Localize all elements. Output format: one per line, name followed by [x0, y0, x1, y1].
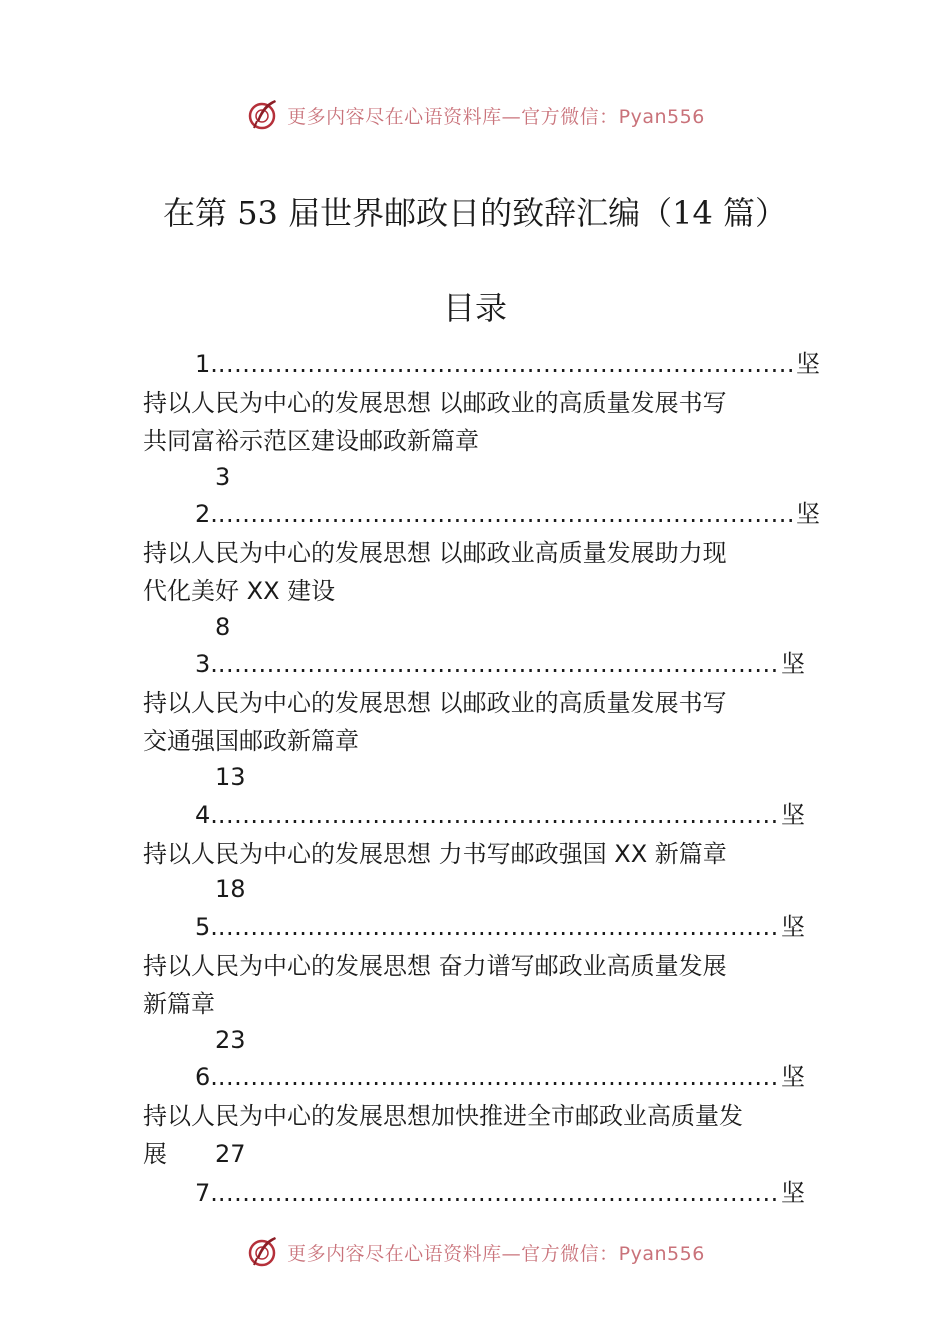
toc-entry-6-page: 27	[215, 1140, 246, 1168]
watermark-header	[0, 95, 950, 135]
toc-entry-3-title-line-2: 交通强国邮政新篇章	[143, 727, 359, 755]
toc-entry-7-leader[interactable]: 7. ..... 坚	[195, 1174, 805, 1212]
toc-entry-4-leader[interactable]: 4. ..... 坚	[195, 796, 805, 834]
toc-entry-4-title-line-1: 持以人民为中心的发展思想 力书写邮政强国 XX 新篇章	[143, 840, 727, 868]
watermark-footer	[0, 1232, 950, 1272]
toc-entry-1-page: 3	[215, 463, 231, 491]
toc-entry-3-page: 13	[215, 763, 246, 791]
toc-entry-5-leader[interactable]: 5. ..... 坚	[195, 908, 805, 946]
toc-entry-6-leader[interactable]: 6. ..... 坚	[195, 1058, 805, 1096]
toc-entry-1-title-line-1: 持以人民为中心的发展思想 以邮政业的高质量发展书写	[143, 389, 727, 417]
toc-entry-2-page: 8	[215, 613, 231, 641]
toc-entry-6-title-line-1: 持以人民为中心的发展思想加快推进全市邮政业高质量发	[143, 1102, 743, 1130]
document-title: 在第 53 届世界邮政日的致辞汇编（14 篇）	[163, 194, 787, 232]
toc-entry-5-title-line-2: 新篇章	[143, 990, 215, 1018]
watermark-text: 更多内容尽在心语资料库—官方微信：Pyan556	[287, 1242, 705, 1265]
toc-entry-3-title-line-1: 持以人民为中心的发展思想 以邮政业的高质量发展书写	[143, 689, 727, 717]
feather-pen-logo-icon	[245, 1234, 281, 1270]
watermark-text: 更多内容尽在心语资料库—官方微信：Pyan556	[287, 105, 705, 128]
toc-entry-2-leader[interactable]: 2. ..... 坚	[195, 495, 820, 533]
toc-heading: 目录	[442, 289, 507, 327]
toc-entry-2-title-line-2: 代化美好 XX 建设	[143, 577, 336, 605]
toc-entry-1-leader[interactable]: 1. ..... 坚	[195, 345, 820, 383]
feather-pen-logo-icon	[245, 97, 281, 133]
toc-entry-4-page: 18	[215, 875, 246, 903]
toc-entry-5-title-line-1: 持以人民为中心的发展思想 奋力谱写邮政业高质量发展	[143, 952, 727, 980]
toc-entry-1-title-line-2: 共同富裕示范区建设邮政新篇章	[143, 427, 479, 455]
toc-entry-2-title-line-1: 持以人民为中心的发展思想 以邮政业高质量发展助力现	[143, 539, 727, 567]
toc-entry-6-title-line-2: 展	[143, 1140, 167, 1168]
toc-entry-3-leader[interactable]: 3. ..... 坚	[195, 645, 805, 683]
toc-entry-5-page: 23	[215, 1026, 246, 1054]
